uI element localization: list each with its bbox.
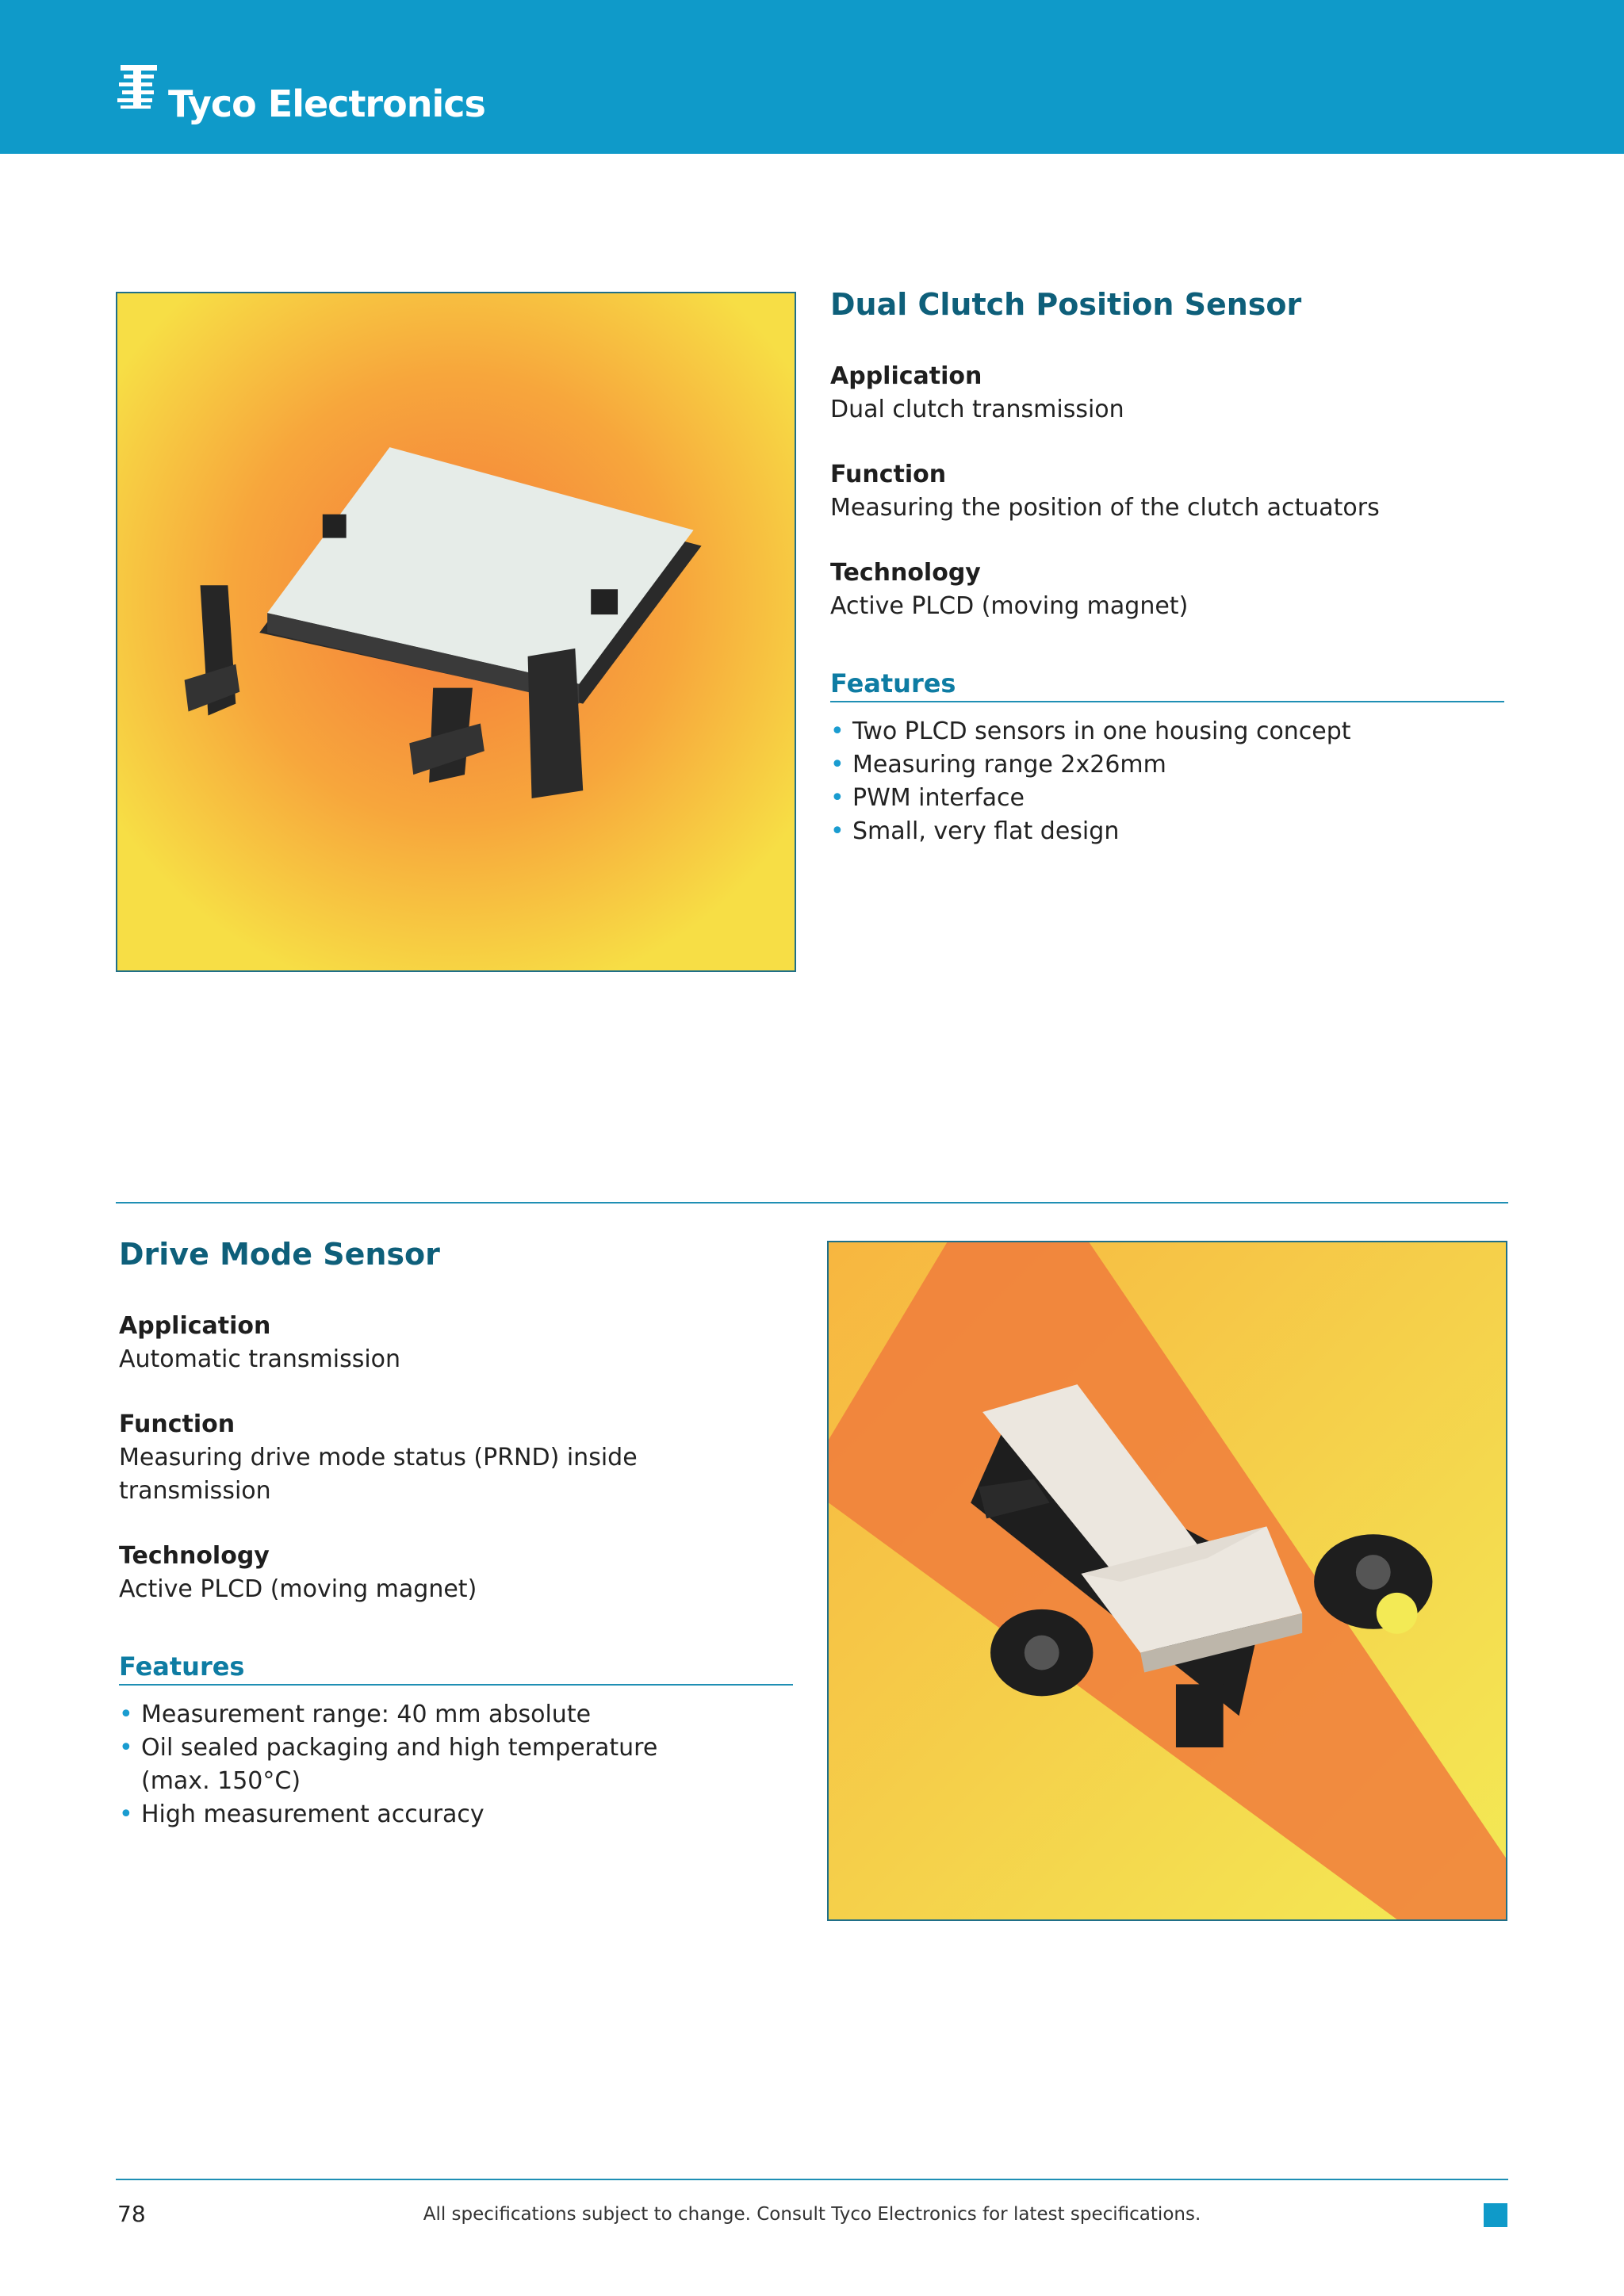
dual-clutch-sensor-photo [116,292,796,972]
features-list [119,1698,690,1831]
tyco-logo-icon [116,63,162,111]
function-value: Measuring the position of the clutch actuators [830,493,1380,522]
application-value: Dual clutch transmission [830,395,1124,423]
feature-item: • PWM interface [830,782,1504,815]
feature-item: • Measurement range: 40 mm absolute [119,1698,690,1732]
technology-label: Technology [119,1541,270,1570]
drive-mode-sensor-photo [827,1241,1507,1921]
features-heading: Features [830,668,1504,702]
application-value: Automatic transmission [119,1345,401,1373]
dual-clutch-sensor-section [830,287,1504,848]
application-label: Application [830,362,982,390]
function-value: Measuring drive mode status (PRND) inside transmission [119,1443,638,1505]
function-label: Function [830,460,947,488]
function-label: Function [119,1410,236,1438]
feature-item: • Oil sealed packaging and high temperature (max. 150°C) [119,1732,690,1798]
footer-divider [116,2179,1508,2180]
section-divider [116,1202,1508,1203]
technology-value: Active PLCD (moving magnet) [119,1575,477,1603]
tyco-logo [116,57,485,128]
footer-square-marker [1484,2203,1507,2227]
drive-mode-sensor-section [119,1237,793,1831]
features-list [830,715,1504,848]
page-header [0,0,1624,154]
section-title: Drive Mode Sensor [119,1237,440,1272]
features-heading: Features [119,1651,793,1686]
page-number: 78 [117,2201,146,2227]
technology-value: Active PLCD (moving magnet) [830,591,1189,620]
feature-item: • Small, very flat design [830,815,1504,848]
brand-name: Tyco Electronics [168,82,485,125]
feature-item: • High measurement accuracy [119,1798,690,1831]
feature-item: • Measuring range 2x26mm [830,748,1504,782]
footer-note: All specifications subject to change. Consult Tyco Electronics for latest specifications. [423,2204,1201,2225]
section-title: Dual Clutch Position Sensor [830,287,1302,322]
technology-label: Technology [830,558,981,587]
feature-item: • Two PLCD sensors in one housing concept [830,715,1504,748]
application-label: Application [119,1311,271,1340]
